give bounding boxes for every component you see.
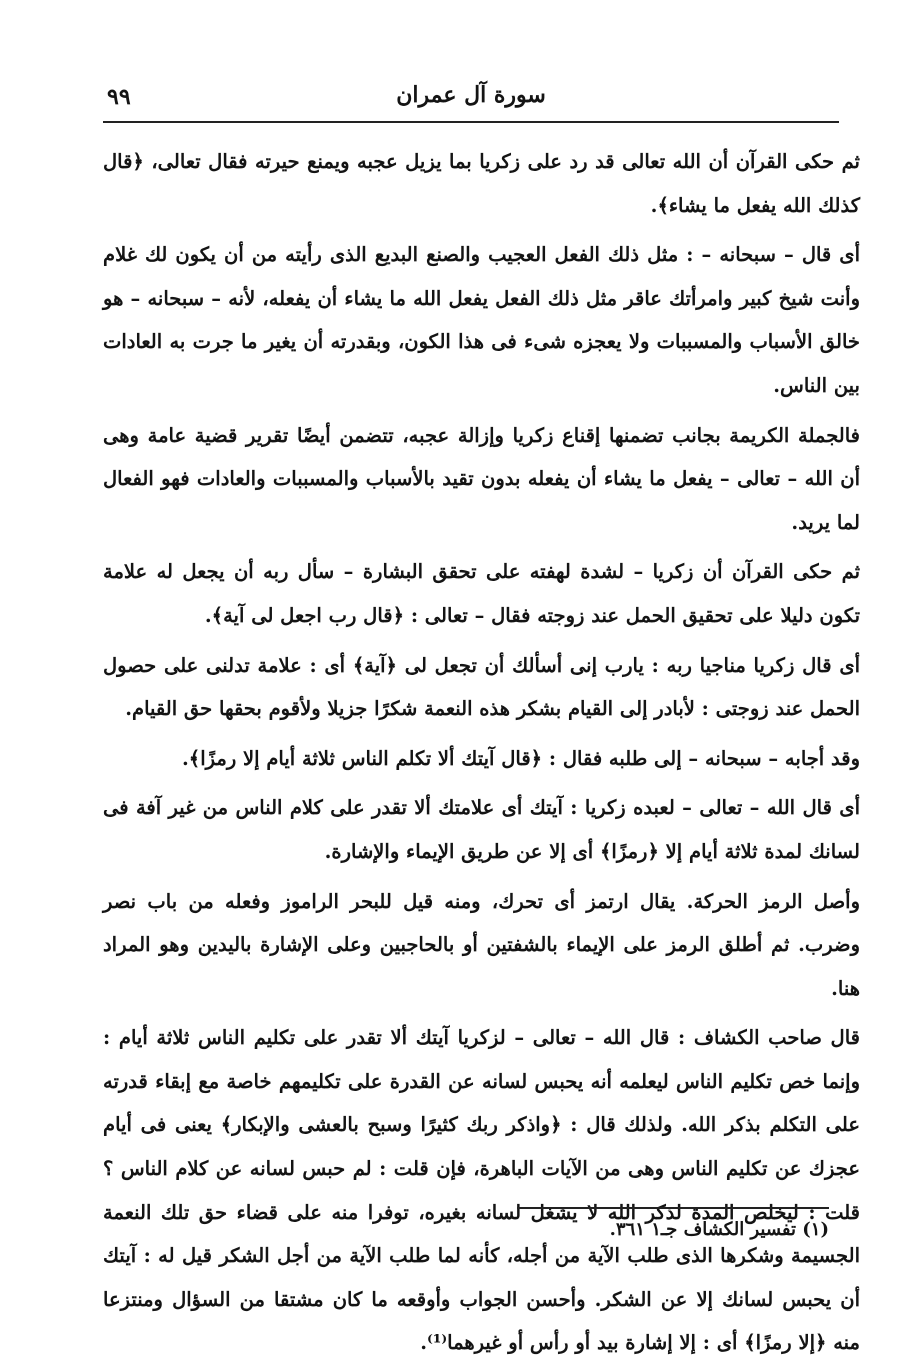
paragraph: وقد أجابه – سبحانه – إلى طلبه فقال : ﴿قال آيتك ألا تكلم الناس ثلاثة أيام إلا رمزًا﴾. (181, 746, 860, 770)
paragraph: أى قال زكريا مناجيا ربه : يارب إنى أسألك أن تجعل لى ﴿آية﴾ أى : علامة تدلنى على حصول الحمل عند زوجتى : لأبادر إلى القيام بشكر هذه النعمة شكرًا جزيلا ولأقوم بحقها حق القيام. (103, 653, 860, 721)
paragraph: قال صاحب الكشاف : قال الله – تعالى – لزكريا آيتك ألا تقدر على تكليم الناس ثلاثة أيام : وإنما خص تكليم الناس ليعلمه أنه يحبس لسانه عن القدرة على تكليمهم خاصة مع إبقاء قدرته على التكلم بذكر الله. ولذلك قال : ﴿واذكر ربك كثيرًا وسبح بالعشى والإبكار﴾ يعنى فى أيام عجزك عن تكليم الناس وهى من الآيات الباهرة، فإن قلت : لم حبس لسانه عن كلام الناس ؟ قلت : ليخلص المدة لذكر الله لا يشغل لسانه بغيره، توفرا منه على قضاء حق تلك النعمة الجسيمة وشكرها الذى طلب الآية من أجله، كأنه لما طلب الآية من أجل الشكر قيل له : آيتك أن يحبس لسانك إلا عن الشكر. وأحسن الجواب وأوقعه ما كان مشتقا من السؤال ومنتزعا منه ﴿إلا رمزًا﴾ أى : إلا إشارة بيد أو رأس أو غيرهما⁽¹⁾. (103, 1026, 860, 1355)
paragraph: فالجملة الكريمة بجانب تضمنها إقناع زكريا وإزالة عجبه، تتضمن أيضًا تقرير قضية عامة وهى أن الله – تعالى – يفعل ما يشاء أن يفعله بدون تقيد بالأسباب والمسببات والعادات فهو الفعال لما يريد. (103, 423, 860, 534)
paragraph: ثم حكى القرآن أن الله تعالى قد رد على زكريا بما يزيل عجبه ويمنع حيرته فقال تعالى، ﴿قال كذلك الله يفعل ما يشاء﴾. (103, 150, 860, 217)
paragraph: أى قال – سبحانه – : مثل ذلك الفعل العجيب والصنع البديع الذى رأيته من أن يكون لك غلام وأنت شيخ كبير وامرأتك عاقر مثل ذلك الفعل يفعل الله ما يشاء أن يفعله، لأنه – سبحانه – هو خالق الأسباب والمسببات ولا يعجزه شىء فى هذا الكون، وبقدرته أن يغير ما جرت به العادات بين الناس. (103, 243, 860, 397)
page-header (103, 78, 839, 116)
footnote: (١) تفسير الكشاف جـ١ ٣٦١. (609, 1219, 829, 1240)
body-text (103, 140, 860, 1371)
header-rule (103, 121, 839, 123)
footnote-rule (517, 1207, 829, 1209)
paragraph: ثم حكى القرآن أن زكريا – لشدة لهفته على تحقق البشارة – سأل ربه أن يجعل له علامة تكون دليلا على تحقيق الحمل عند زوجته فقال – تعالى : ﴿قال رب اجعل لى آية﴾. (103, 560, 860, 627)
paragraph: أى قال الله – تعالى – لعبده زكريا : آيتك أى علامتك ألا تقدر على كلام الناس من غير آفة فى لسانك لمدة ثلاثة أيام إلا ﴿رمزًا﴾ أى إلا عن طريق الإيماء والإشارة. (103, 796, 860, 863)
running-title: سورة آل عمران (396, 82, 546, 108)
page-number: ٩٩ (107, 84, 131, 110)
paragraph: وأصل الرمز الحركة. يقال ارتمز أى تحرك، ومنه قيل للبحر الراموز وفعله من باب نصر وضرب. ثم أطلق الرمز على الإيماء بالشفتين أو بالحاجبين وعلى الإشارة باليدين وهو المراد هنا. (103, 889, 860, 1000)
